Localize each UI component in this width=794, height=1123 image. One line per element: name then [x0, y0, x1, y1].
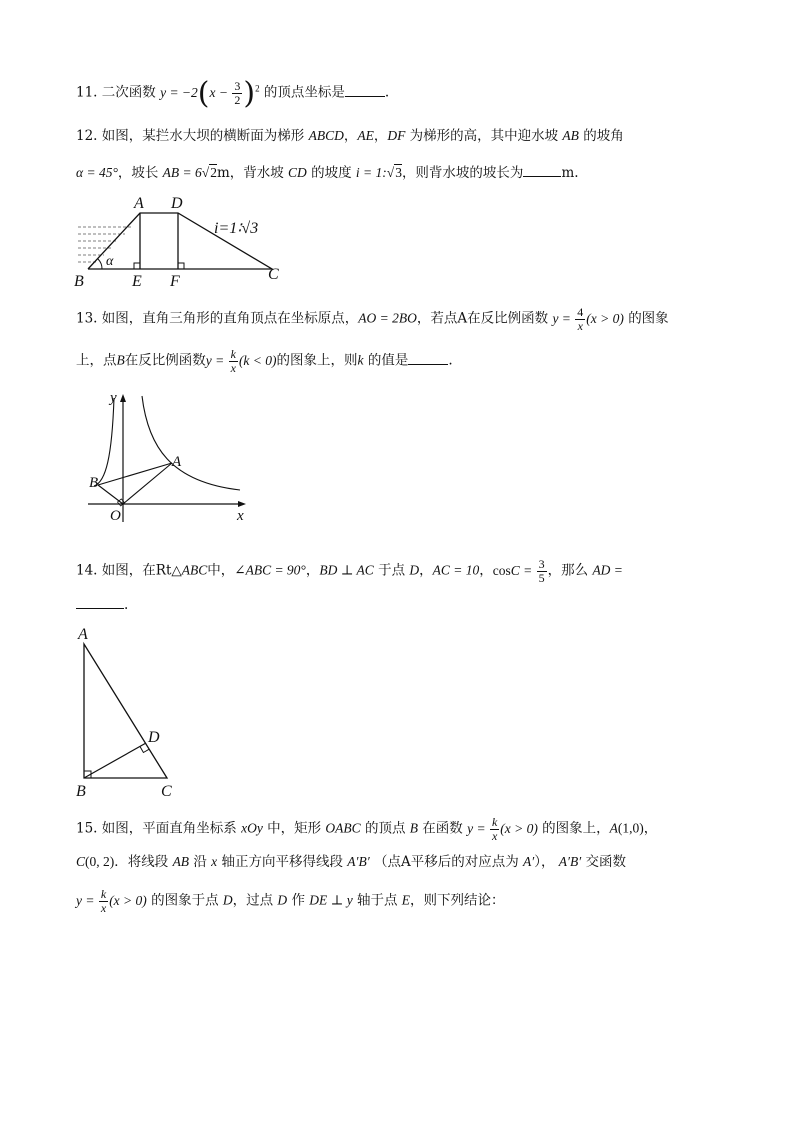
dam-trapezoid-figure	[70, 193, 290, 291]
q11-number: 11.	[76, 84, 98, 101]
label-B: B	[89, 475, 99, 491]
question-14-line-1: 14. 如图，在Rt△ABC中，∠ABC = 90°，BD ⊥ AC 于点 D，AC = 10，cosC = $\frac{3}{5}$ ，那么 AD =	[76, 557, 623, 585]
slope-label: i=1∶√3	[214, 220, 259, 237]
answer-blank[interactable]	[76, 594, 124, 609]
label-B: B	[76, 783, 86, 800]
question-13-line-2: 上，点B在反比例函数y = $\frac{k}{x}$ (k < 0)的图象上，则k 的值是 .	[76, 347, 453, 375]
question-15-line-2: C(0, 2)．将线段 AB 沿 x 轴正方向平移得线段 A′B′ （点A平移后的对应点为 A′）， A′B′ 交函数	[76, 854, 626, 870]
hyperbola-left	[94, 398, 114, 486]
question-12-line-2: α = 45°，坡长 AB = 6√2m，背水坡 CD 的坡度 i = 1:√3，则背水坡的坡长为 m.	[76, 162, 579, 183]
triangle-ABC	[84, 644, 167, 778]
label-D: D	[171, 195, 183, 212]
answer-blank[interactable]	[345, 82, 385, 97]
q11-text: 二次函数	[101, 84, 156, 101]
label-y: y	[110, 390, 117, 406]
q14-number: 14.	[76, 562, 98, 579]
answer-blank[interactable]	[523, 162, 561, 177]
q13-number: 13.	[76, 310, 98, 327]
label-E: E	[132, 273, 142, 290]
label-D: D	[148, 729, 160, 746]
coordinate-plane-figure	[80, 386, 260, 526]
label-C: C	[161, 783, 172, 800]
q11-formula: y = −2(x − $\frac{3}{2}$ )$^2$	[160, 75, 260, 111]
q12-number: 12.	[76, 128, 98, 144]
question-12-line-1: 12. 如图，某拦水大坝的横断面为梯形 ABCD，AE，DF 为梯形的高，其中迎水坡 AB 的坡角	[76, 128, 624, 144]
label-A: A	[78, 626, 88, 643]
label-B: B	[74, 273, 84, 290]
water-hatching	[78, 227, 132, 262]
label-A: A	[134, 195, 144, 212]
right-triangle-figure	[70, 622, 200, 802]
label-C: C	[268, 266, 279, 283]
question-11: 11. 二次函数 y = −2(x − $\frac{3}{2}$ )$^2$ 的顶点坐标是 .	[76, 75, 390, 111]
answer-blank[interactable]	[408, 350, 448, 365]
altitude-BD	[84, 743, 146, 778]
question-14-line-2: .	[76, 594, 128, 615]
q15-number: 15.	[76, 820, 98, 837]
label-alpha: α	[106, 254, 114, 269]
question-13-line-1: 13. 如图，直角三角形的直角顶点在坐标原点，AO = 2BO，若点A在反比例函数 y = $\frac{4}{x}$ (x > 0) 的图象	[76, 305, 669, 333]
label-A: A	[172, 454, 182, 470]
question-15-line-1: 15. 如图，平面直角坐标系 xOy 中，矩形 OABC 的顶点 B 在函数 y = $\frac{k}{x}$ (x > 0) 的图象上，A(1,0)，	[76, 815, 658, 843]
q11-text-2: 的顶点坐标是	[263, 84, 345, 101]
question-15-line-3: y = $\frac{k}{x}$ (x > 0) 的图象于点 D，过点 D 作 DE ⊥ y 轴于点 E，则下列结论：	[76, 887, 505, 915]
label-O: O	[110, 508, 121, 524]
label-x: x	[237, 508, 244, 524]
label-F: F	[170, 273, 180, 290]
